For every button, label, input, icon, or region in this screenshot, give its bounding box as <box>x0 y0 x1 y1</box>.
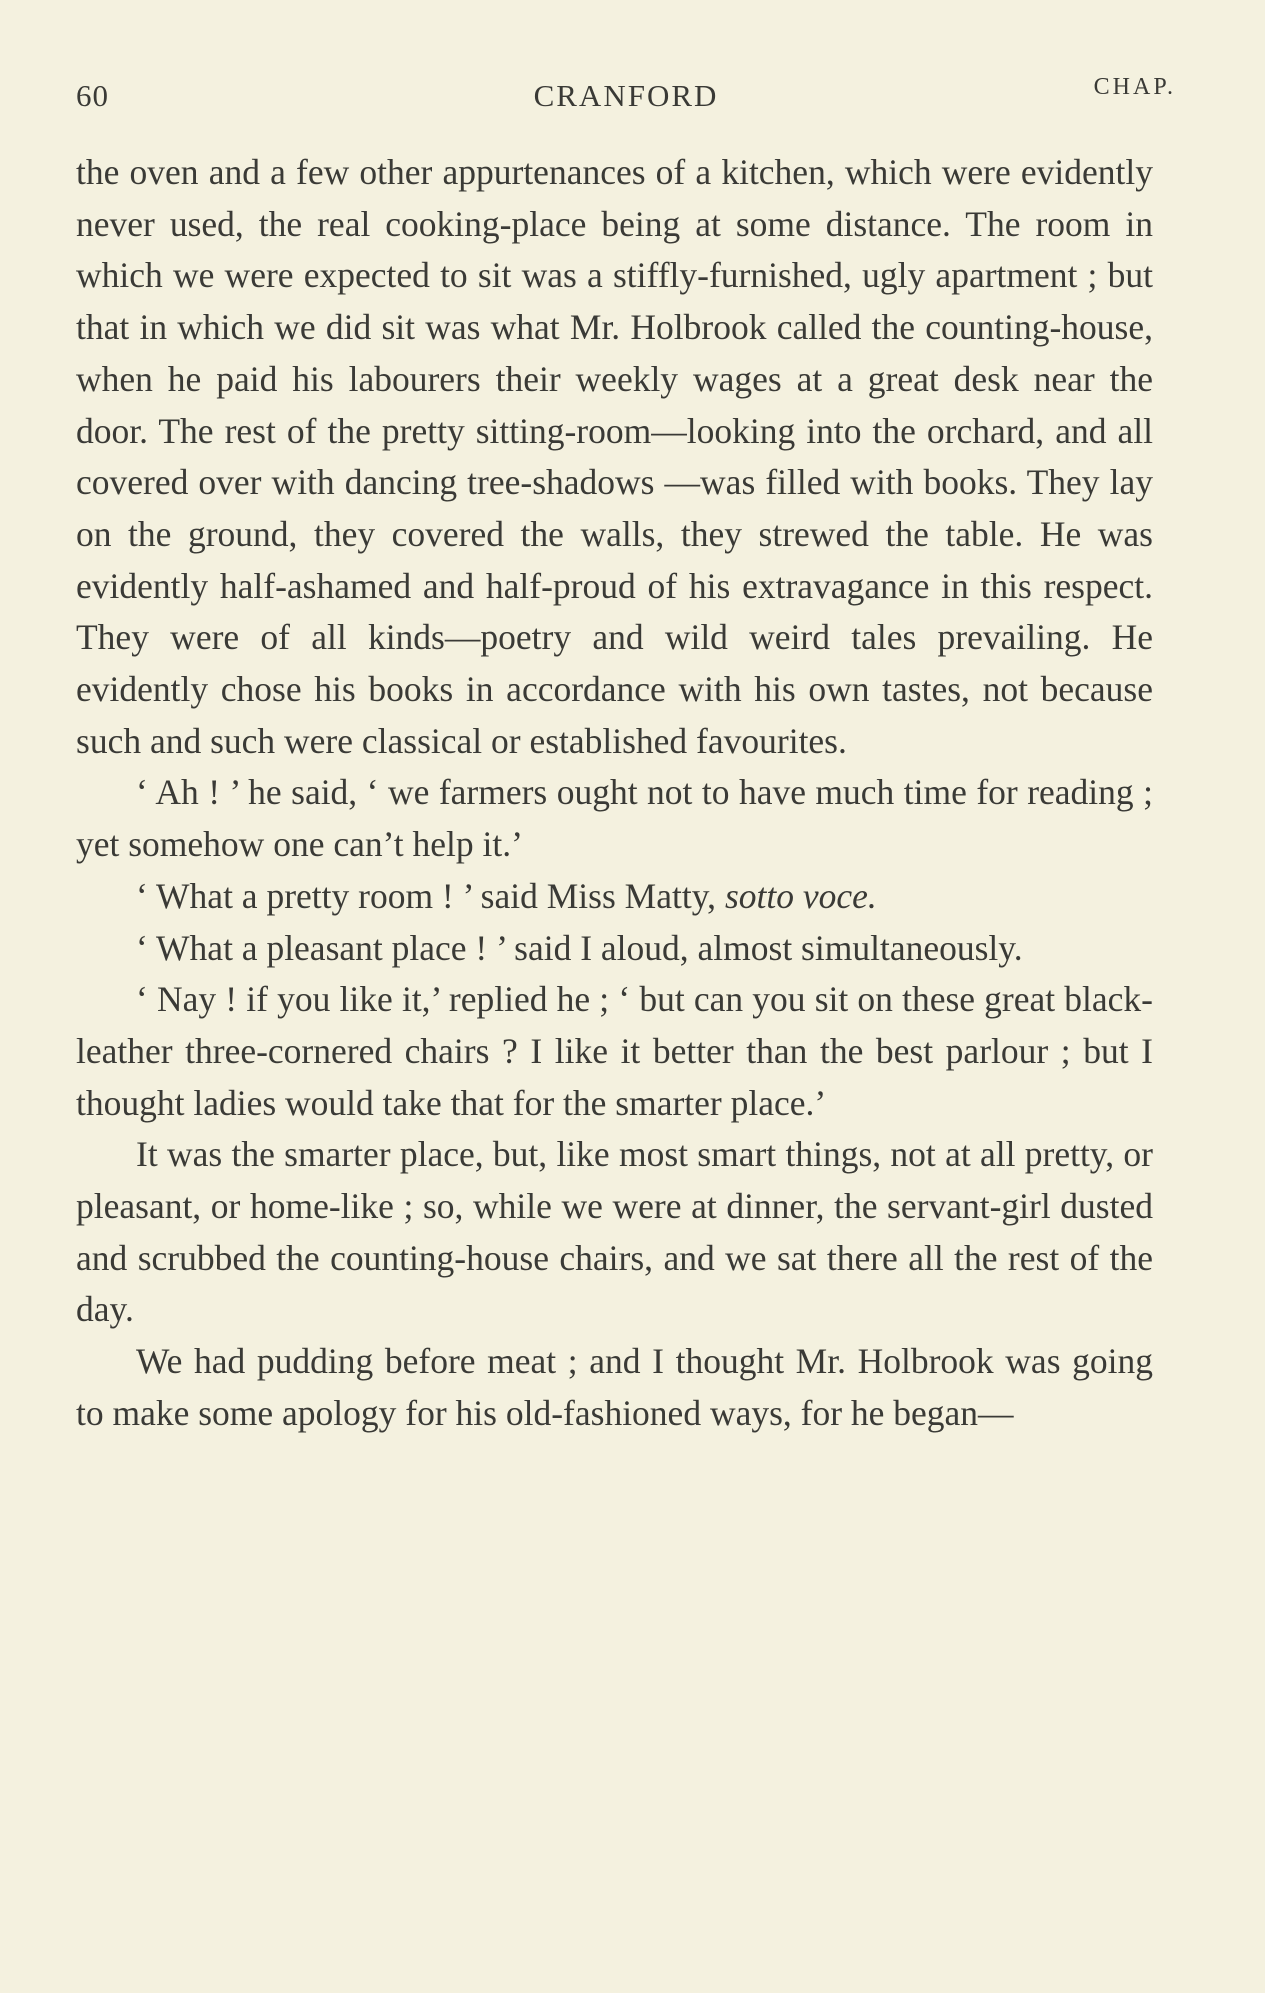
paragraph-text: ‘ What a pretty room ! ’ said Miss Matty, <box>136 875 717 916</box>
page-number: 60 <box>76 78 109 113</box>
chapter-mark: CHAP. <box>1093 74 1176 100</box>
paragraph: ‘ Nay ! if you like it,’ replied he ; ‘ but can you sit on these great black-leather three-cornered chairs ? I like it better than the best parlour ; but I thought ladies would take that for the smarter place.’ <box>76 979 1153 1123</box>
italic-phrase: sotto voce. <box>724 875 877 916</box>
running-head <box>76 74 1176 118</box>
paragraph: the oven and a few other appurtenances of a kitchen, which were evidently never used, the real cooking-place being at some distance. The room in which we were expected to sit was a stiffly-furnished, ugly apartment ; but that in which we did sit was what Mr. Holbrook called the counting-house, when he paid his labourers their weekly wages at a great desk near the door. The rest of the pretty sitting-room—looking into the orchard, and all covered over with dancing tree-shadows —was filled with books. They lay on the ground, they covered the walls, they strewed the table. He was evidently half-ashamed and half-proud of his extravagance in this respect. They were of all kinds—poetry and wild weird tales prevailing. He evidently chose his books in accordance with his own tastes, not because such and such were classical or established favourites. <box>76 152 1153 761</box>
paragraph: It was the smarter place, but, like most smart things, not at all pretty, or pleasant, or home-like ; so, while we were at dinner, the servant-girl dusted and scrubbed the counting-house chairs, and we sat there all the rest of the day. <box>76 1134 1153 1330</box>
paragraph: We had pudding before meat ; and I thought Mr. Holbrook was going to make some apology for his old-fashioned ways, for he began— <box>76 1341 1153 1433</box>
page-body <box>76 147 1153 1440</box>
paragraph: ‘ Ah ! ’ he said, ‘ we farmers ought not to have much time for reading ; yet somehow one can’t help it.’ <box>76 772 1153 865</box>
paragraph <box>76 871 1153 923</box>
running-title: CRANFORD <box>533 78 719 113</box>
paragraph: ‘ What a pleasant place ! ’ said I aloud, almost simultaneously. <box>136 927 1023 968</box>
